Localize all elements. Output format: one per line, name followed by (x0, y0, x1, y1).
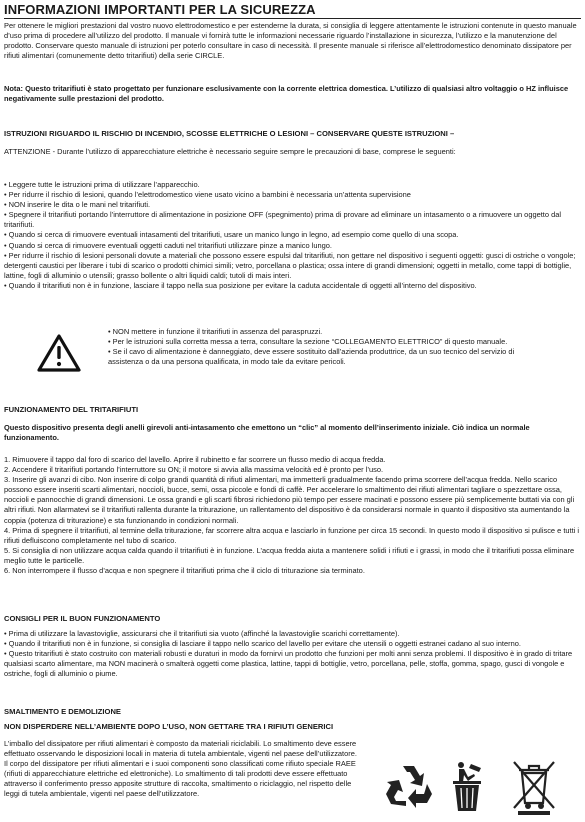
operation-lead: Questo dispositivo presenta degli anelli girevoli anti-intasamento che emettono un “clic” al momento dell’inserimento iniziale. Ciò indica un normale funzionamento. (4, 423, 530, 443)
list-item: • Questo tritarifiuti è stato costruito con materiali robusti e duraturi in modo da fornirvi un prodotto che funzioni per molti anni senza problemi. Il dispositivo è in grado di tritare qualsiasi scarto alimentare, ma NON macinerà o smalterà oggetti come plastica, lattine, tappi di bottiglie, vetro, porcellana, pelle, stoffa, gomma, spago, gusci di vongole e ostriche, fogli di alluminio o piume. (4, 649, 573, 679)
list-item: 1. Rimuovere il tappo dal foro di scarico del lavello. Aprire il rubinetto e far scorrere un flusso medio di acqua fredda. (4, 455, 386, 464)
recycle-icon (383, 760, 435, 812)
list-item: • Quando il tritarifiuti non è in funzione, si consiglia di lasciare il tappo nello scarico del lavello per evitare che utensili o oggetti estranei cadano al suo interno. (4, 639, 521, 649)
crossed-bin-icon (510, 758, 558, 816)
safety-list (4, 180, 582, 291)
disposal-subheading: NON DISPERDERE NELL’AMBIENTE DOPO L’USO, NON GETTARE TRA I RIFIUTI GENERICI (4, 722, 334, 731)
attention-text: ATTENZIONE - Durante l’utilizzo di apparecchiature elettriche è necessario seguire sempre le precauzioni di base, compresе le seguenti: (4, 147, 456, 156)
list-item: • Per le istruzioni sulla corretta messa a terra, consultare la sezione “COLLEGAMENTO ELETTRICO” di questo manuale. (108, 337, 508, 347)
list-item: 4. Prima di spegnere il tritarifiuti, al termine della triturazione, far scorrere altra acqua e lasciarlo in funzione per circa 15 secondi. In questo modo il dispositivo si pulisce e tutti i rifiuti defluiscono completamente nel tubo di scarico. (4, 525, 580, 545)
intro-paragraph: Per ottenere le migliori prestazioni dal vostro nuovo elettrodomestico e per estenderne la durata, si consiglia di leggere attentamente le istruzioni contenute in questo manuale d’uso prima di procedere all’utilizzo del prodotto. Il manuale vi fornirà tutte le informazioni necessarie riguardo l’installazione in sicurezza, l’utilizzo e la manutenzione del prodotto. Conservare questo manuale di istruzioni per poterlo consultare in caso di necessità. Il presente manuale si riferisce all’elettrodomestico denominato dissipatore per rifiuti alimentari (comunemente detto tritarifiuti) della serie CIRCLE. (4, 21, 577, 61)
warning-triangle-icon (36, 333, 82, 373)
list-item: • Quando si cerca di rimuovere eventuali oggetti caduti nel tritarifiuti utilizzare pinze a manico lungo. (4, 240, 332, 250)
list-item: 5. Si consiglia di non utilizzare acqua calda quando il tritarifiuti è in funzione. L’acqua fredda aiuta a mantenere solidi i rifiuti e i grassi, in modo che il tritarifiuti possa eliminare meglio tutte le particelle. (4, 545, 575, 565)
list-item: • Se il cavo di alimentazione è danneggiato, deve essere sostituito dall’azienda produttrice, da un suo tecnico del servizio di assistenza o da una persona qualificata, in modo tale da evitare pericoli. (108, 347, 515, 367)
list-item: • Quando si cerca di rimuovere eventuali intasamenti del tritarifiuti, usare un manico lungo in legno, ad esempio come quello di una scopa. (4, 230, 459, 240)
list-item: • NON inserire le dita o le mani nel tritarifiuti. (4, 200, 151, 210)
disposal-heading: SMALTIMENTO E DEMOLIZIONE (4, 707, 121, 716)
list-item: 2. Accendere il tritarifiuti portando l’interruttore su ON; il motore si avvia alla massima velocità ed è pronto per l’uso. (4, 465, 384, 475)
warning-list (108, 327, 538, 367)
list-item: • Per ridurre il rischio di lesioni, quando l’elettrodomestico viene usato vicino a bambini è necessaria un’attenta supervisione (4, 190, 411, 200)
list-item: 6. Non interrompere il flusso d’acqua e non spegnere il tritarifiuti prima che il ciclo di triturazione sia terminato. (4, 566, 365, 576)
list-item: • Prima di utilizzare la lavastoviglie, assicurarsi che il tritarifiuti sia vuoto (affinché la lavastoviglie scarichi correttamente). (4, 629, 400, 638)
operation-steps (4, 455, 582, 576)
safety-heading: ISTRUZIONI RIGUARDO IL RISCHIO DI INCENDIO, SCOSSE ELETTRICHE O LESIONI – CONSERVARE QUESTE ISTRUZIONI – (4, 129, 455, 138)
waste-bin-icon (447, 760, 487, 814)
tips-list (4, 629, 582, 679)
operation-heading: FUNZIONAMENTO DEL TRITARIFIUTI (4, 405, 139, 414)
voltage-note: Nota: Questo tritarifiuti è stato progettato per funzionare esclusivamente con la corrente elettrica domestica. L’utilizzo di qualsiasi altro voltaggio o HZ influisce negativamente sulle prestazioni del prodotto. (4, 84, 569, 104)
list-item: • Per ridurre il rischio di lesioni personali dovute a materiali che possono essere espulsi dal tritarifiuti, non gettare nel dispositivo i seguenti oggetti: gusci di ostriche o vongole; detergenti caustici per liberare i tubi di scarico o prodotti chimici simili; vetro, porcellana o plastica; ossa intere di grandi dimensioni; oggetti in metallo, come tappi di bottiglie, lattine, fogli di alluminio o utensili; grasso bollente o altri liquidi caldi; tutoli di mais interi. (4, 250, 576, 280)
list-item: • Quando il tritarifiuti non è in funzione, lasciare il tappo nella sua posizione per evitare la caduta accidentale di oggetti all’interno del dispositivo. (4, 280, 477, 290)
page-title: INFORMAZIONI IMPORTANTI PER LA SICUREZZA (4, 2, 316, 17)
tips-heading: CONSIGLI PER IL BUON FUNZIONAMENTO (4, 614, 161, 623)
title-divider (4, 18, 581, 19)
list-item: • Spegnere il tritarifiuti portando l’interruttore di alimentazione in posizione OFF (spegnimento) prima di provare ad eliminare un intasamento o a rimuovere un oggetto dal tritarifiuti. (4, 210, 561, 230)
list-item: • NON mettere in funzione il tritarifiuti in assenza del paraspruzzi. (108, 327, 323, 336)
list-item: • Leggere tutte le istruzioni prima di utilizzare l’apparecchio. (4, 180, 200, 189)
list-item: 3. Inserire gli avanzi di cibo. Non inserire di colpo grandi quantità di rifiuti alimentari, ma immetterli gradualmente facendo prima scorrere dell’acqua fredda. Nello scarico possono essere inseriti scarti alimentari, noccioli, bucce, semi, ossa piccole e fondi di caffè. Per accelerare lo smaltimento dei rifiuti alimentari tagliare o spezzettare ossa, noccioli e pannocchie di grandi dimensioni. Le ossa grandi e gli scarti fibrosi richiedono più tempo per essere macinati e possono essere più semplicemente buttati via con gli altri rifiuti. Non allarmatevi se il tritarifiuti rallenta durante la triturazione, un rallentamento del dispositivo è da considerarsi normale in quanto il dispositivo sta aumentando la coppia (potenza di triturazione) e sta funzionando in condizioni normali. (4, 475, 575, 525)
disposal-text: L’imballo del dissipatore per rifiuti alimentari è composto da materiali riciclabili. Lo smaltimento deve essere effettuato osservando le disposizioni locali in materia di tutela ambientale, vigenti nel paese dell’utilizzatore. Il corpo del dissipatore per rifiuti alimentari e i suoi componenti sono classificati come rifiuto speciale RAEE (rifiuti di apparecchiature elettriche ed elettroniche). Lo smaltimento di tali prodotti deve essere effettuato attraverso il conferimento presso apposite strutture di raccolta, smaltimento o riciclaggio, nel rispetto delle leggi di tutela ambientale, vigenti nel paese dell’utilizzatore. (4, 739, 357, 799)
